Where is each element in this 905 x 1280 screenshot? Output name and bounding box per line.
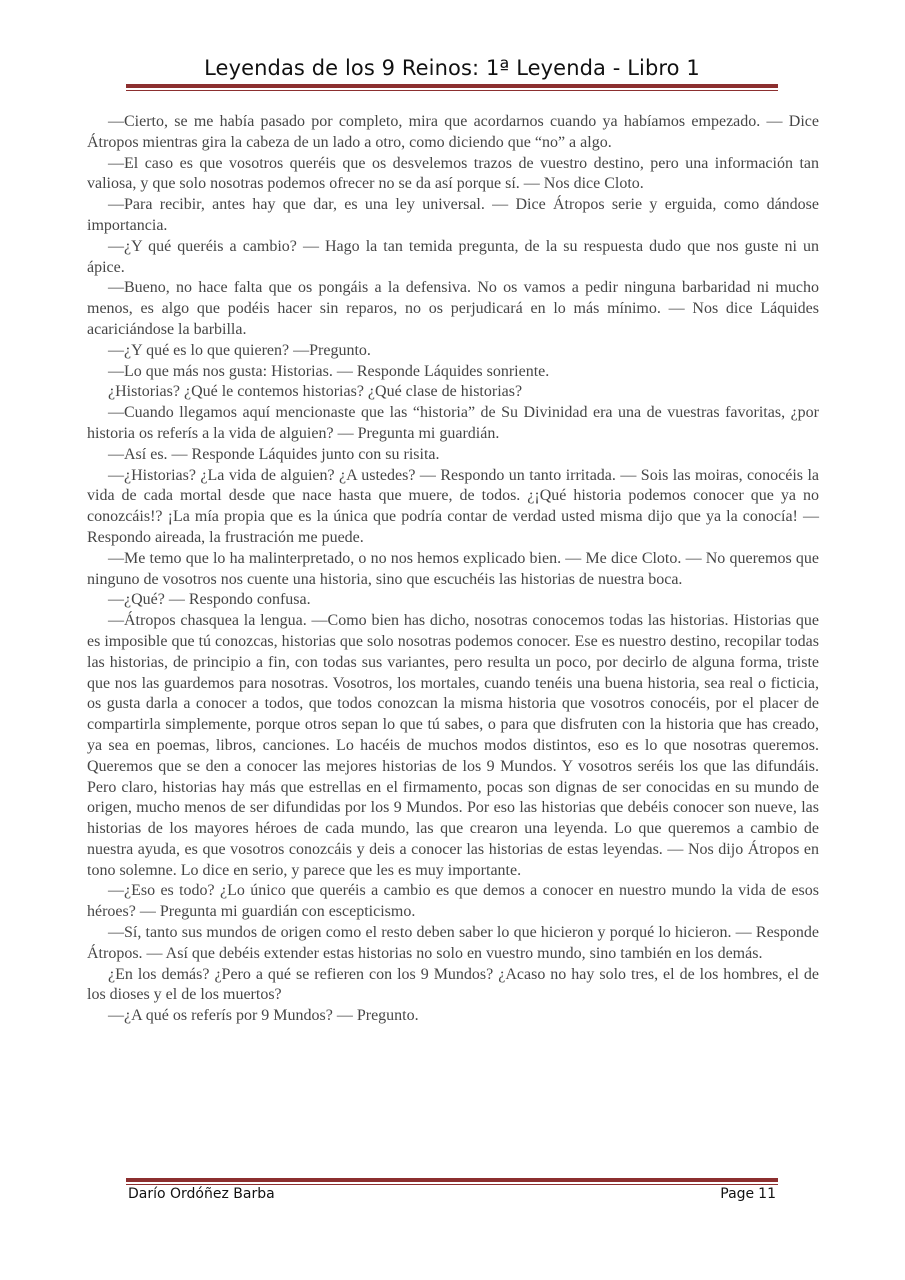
body-text bbox=[87, 112, 819, 1027]
page-number-block bbox=[716, 1186, 776, 1202]
paragraph: —Bueno, no hace falta que os pongáis a la defensiva. No os vamos a pedir ninguna barbaridad ni mucho menos, es algo que podéis hacer sin reparos, no os perjudicará en lo más mínimo. — Nos dice Láquides acariciándose la barbilla. bbox=[87, 279, 819, 338]
page-footer bbox=[128, 1186, 776, 1202]
page-number: 11 bbox=[758, 1186, 776, 1202]
page-header bbox=[126, 54, 778, 82]
paragraph: —Lo que más nos gusta: Historias. — Responde Láquides sonriente. bbox=[108, 362, 550, 380]
page-label: Page bbox=[720, 1186, 755, 1202]
footer-divider bbox=[126, 1178, 778, 1185]
header-divider bbox=[126, 84, 778, 91]
paragraph: —Así es. — Responde Láquides junto con su risita. bbox=[108, 445, 440, 463]
footer-author: Darío Ordóñez Barba bbox=[128, 1186, 275, 1202]
paragraph: —Átropos chasquea la lengua. —Como bien has dicho, nosotras conocemos todas las historias. Historias que es imposible que tú conozcas, historias que solo nosotras podemos conocer. Ese es nuestro destino, recopilar todas las historias, de principio a fin, con todas sus variantes, pero resulta un poco, por decirlo de alguna forma, triste que nos las guardemos para nosotras. Vosotros, los mortales, cuando tenéis una buena historia, sea real o ficticia, os gusta darla a conocer a todos, que todos conozcan la misma historia que vosotros conocéis, por el placer de compartirla simplemente, porque otros sepan lo que tú sabes, o para que disfruten con la historia que has creado, ya sea en poemas, libros, canciones. Lo hacéis de muchos modos distintos, eso es lo que nosotras queremos. Queremos que se den a conocer las mejores historias de los 9 Mundos. Y vosotros seréis los que las difundáis. Pero claro, historias hay más que estrellas en el firmamento, pocas son dignas de ser conocidas en su mundo de origen, mucho menos de ser difundidas por los 9 Mundos. Por eso las historias que debéis conocer son nueve, las historias de los mayores héroes de cada mundo, las que crearon una leyenda. Lo que queremos a cambio de nuestra ayuda, es que vosotros conozcáis y deis a conocer las historias de estas leyendas. — Nos dijo Átropos en tono solemne. Lo dice en serio, y parece que les es muy importante. bbox=[87, 612, 819, 879]
paragraph: —¿Eso es todo? ¿Lo único que queréis a cambio es que demos a conocer en nuestro mundo la vida de esos héroes? — Pregunta mi guardián con escepticismo. bbox=[87, 882, 819, 921]
paragraph: —¿Historias? ¿La vida de alguien? ¿A ustedes? — Respondo un tanto irritada. — Sois las moiras, conocéis la vida de cada mortal desde que nace hasta que muere, de todos. ¿¡Qué historia podemos conocer que ya no conozcáis!? ¡La mía propia que es la única que podría contar de verdad usted misma dijo que ya la conocía! — Respondo aireada, la frustración me puede. bbox=[87, 466, 819, 546]
paragraph: —¿A qué os referís por 9 Mundos? — Pregunto. bbox=[108, 1007, 419, 1025]
paragraph: ¿En los demás? ¿Pero a qué se refieren con los 9 Mundos? ¿Acaso no hay solo tres, el de los hombres, el de los dioses y el de los muertos? bbox=[87, 965, 819, 1004]
header-title: Leyendas de los 9 Reinos: 1ª Leyenda - Libro 1 bbox=[204, 56, 700, 80]
paragraph: —Cierto, se me había pasado por completo, mira que acordarnos cuando ya habíamos empezado. — Dice Átropos mientras gira la cabeza de un lado a otro, como diciendo que “no” a algo. bbox=[87, 113, 819, 151]
paragraph: —Para recibir, antes hay que dar, es una ley universal. — Dice Átropos serie y erguida, como dándose importancia. bbox=[87, 196, 819, 234]
paragraph: —Sí, tanto sus mundos de origen como el resto deben saber lo que hicieron y porqué lo hicieron. — Responde Átropos. — Así que debéis extender estas historias no solo en vuestro mundo, sino también en los demás. bbox=[87, 924, 819, 962]
paragraph: —El caso es que vosotros queréis que os desvelemos trazos de vuestro destino, pero una información tan valiosa, y que solo nosotras podemos ofrecer no se da así porque sí. — Nos dice Cloto. bbox=[87, 154, 819, 193]
paragraph: ¿Historias? ¿Qué le contemos historias? ¿Qué clase de historias? bbox=[108, 383, 523, 401]
paragraph: —¿Y qué queréis a cambio? — Hago la tan temida pregunta, de la su respuesta dudo que nos guste ni un ápice. bbox=[87, 237, 819, 276]
paragraph: —Cuando llegamos aquí mencionaste que las “historia” de Su Divinidad era una de vuestras favoritas, ¿por historia os referís a la vida de alguien? — Pregunta mi guardián. bbox=[87, 404, 819, 442]
paragraph: —¿Qué? — Respondo confusa. bbox=[108, 591, 311, 609]
paragraph: —Me temo que lo ha malinterpretado, o no nos hemos explicado bien. — Me dice Cloto. — No queremos que ninguno de vosotros nos cuente una historia, sino que escuchéis las historias de nuestra boca. bbox=[87, 549, 819, 588]
paragraph: —¿Y qué es lo que quieren? —Pregunto. bbox=[108, 341, 371, 359]
